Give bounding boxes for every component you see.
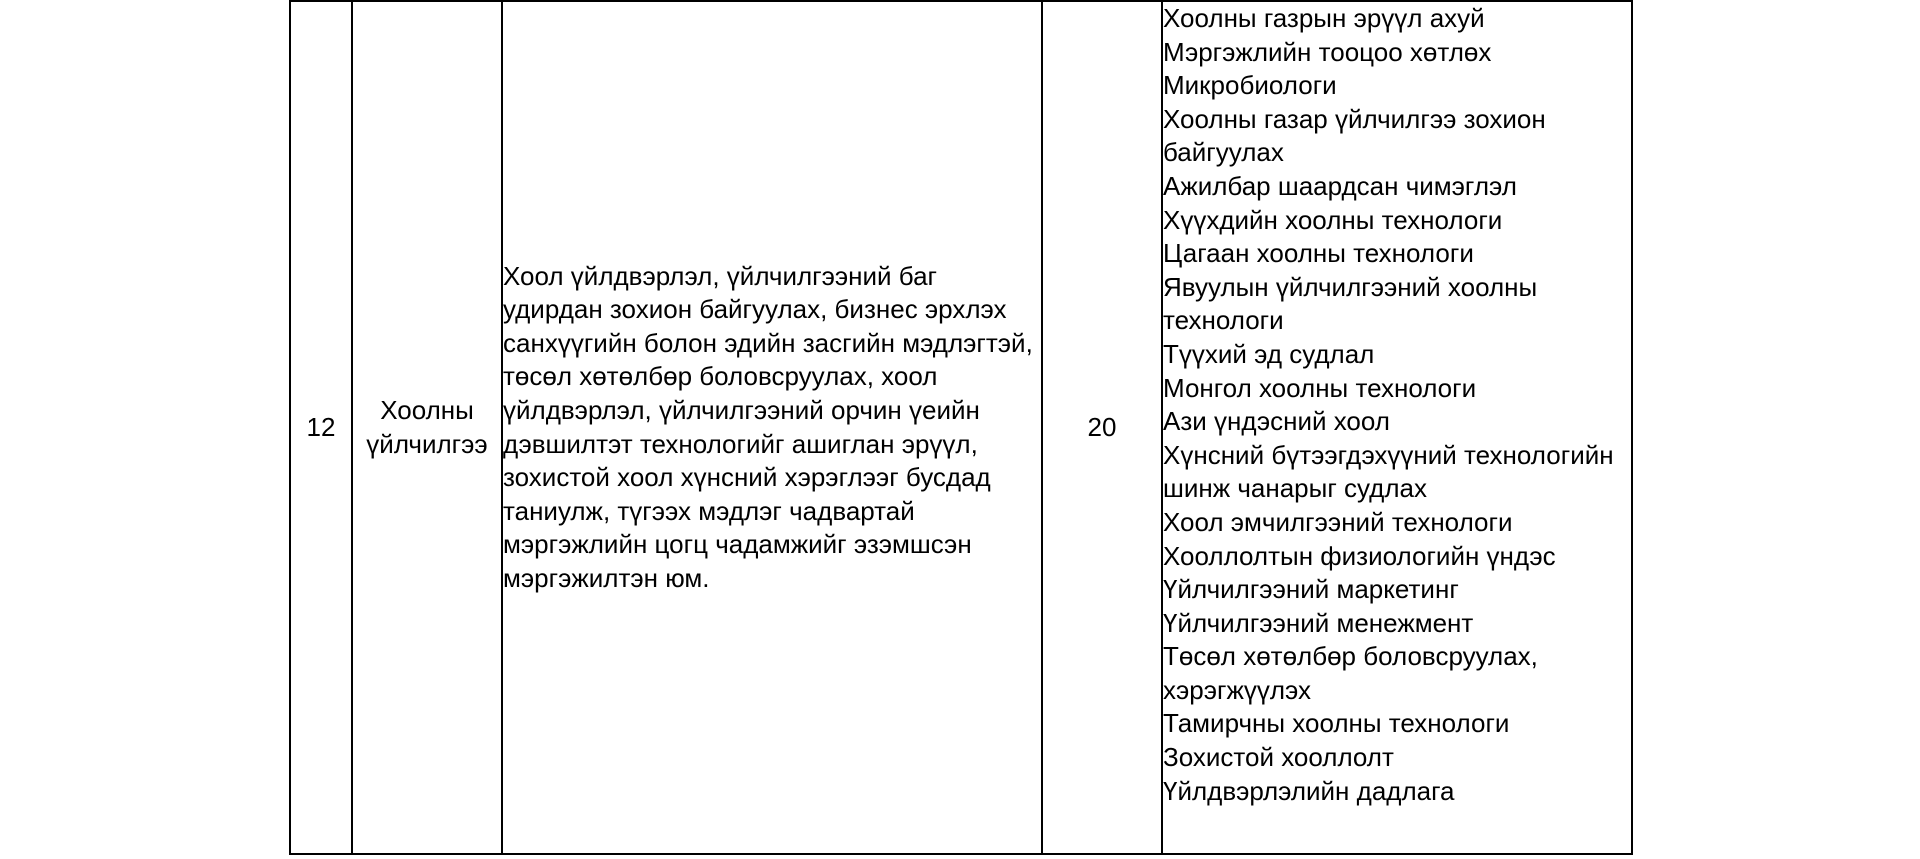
list-item: Монгол хоолны технологи [1163,372,1477,403]
list-item: Ази үндэсний хоол [1163,406,1390,437]
credits-cell: 20 [1042,1,1162,854]
curriculum-table-wrapper [289,0,1633,855]
list-item: Үйлчилгээний маркетинг [1163,574,1459,605]
subjects-cell [1162,1,1632,854]
subject-list [1163,2,1631,808]
list-item: Явуулын үйлчилгээний хоолны технологи [1163,271,1538,336]
list-item: Мэргэжлийн тооцоо хөтлөх [1163,36,1492,67]
list-item: Үйлдвэрлэлийн дадлага [1163,775,1455,806]
list-item: Ажилбар шаардсан чимэглэл [1163,170,1517,201]
list-item: Хүүхдийн хоолны технологи [1163,204,1503,235]
list-item: Хоолны газар үйлчилгээ зохион байгуулах [1163,103,1546,168]
program-description-cell [502,1,1042,854]
list-item: Зохистой хооллолт [1163,742,1394,773]
table-row [290,1,1632,854]
curriculum-table [289,0,1633,855]
list-item: Хоол эмчилгээний технологи [1163,506,1513,537]
list-item: Тамирчны хоолны технологи [1163,708,1510,739]
list-item: Микробиологи [1163,70,1337,101]
list-item: Хооллолтын физиологийн үндэс [1163,540,1556,571]
list-item: Түүхий эд судлал [1163,338,1375,369]
list-item: Хүнсний бүтээгдэхүүний технологийн шинж чанарыг судлах [1163,439,1614,504]
list-item: Цагаан хоолны технологи [1163,238,1474,269]
row-number-cell: 12 [290,1,352,854]
list-item: Үйлчилгээний менежмент [1163,607,1474,638]
list-item: Хоолны газрын эрүүл ахуй [1163,3,1485,33]
list-item: Төсөл хөтөлбөр боловсруулах, хэрэгжүүлэх [1163,641,1538,705]
program-description: Хоол үйлдвэрлэл, үйлчилгээний баг удирдан зохион байгуулах, бизнес эрхлэх санхүүгийн болон эдийн засгийн мэдлэгтэй, төсөл хөтөлбөр боловсруулах, хоол үйлдвэрлэл, үйлчилгээний орчин үеийн дэвшилтэт технологийг ашиглан эрүүл, зохистой хоол хүнсний хэрэглээг бусдад таниулж, түгээх мэдлэг чадвартай мэргэжлийн цогц чадамжийг эзэмшсэн мэргэжилтэн юм. [503,260,1033,593]
program-name-cell: Хоолны үйлчилгээ [352,1,502,854]
